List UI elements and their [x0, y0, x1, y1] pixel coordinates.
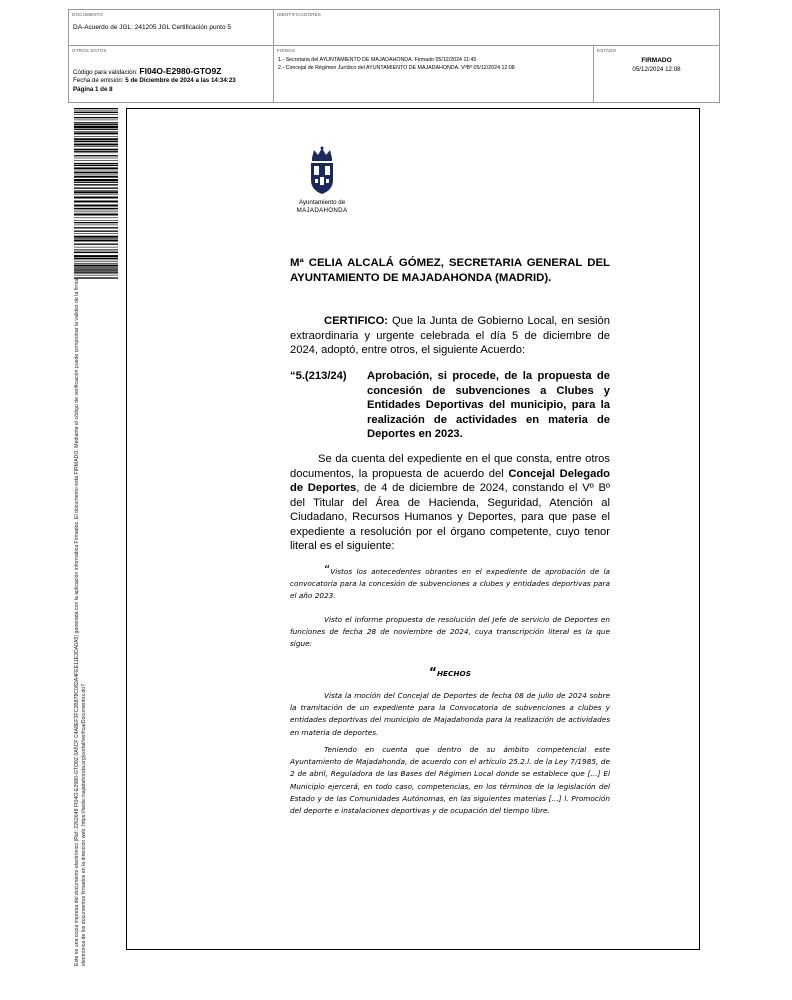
p1-part-c: , de 4 de diciembre de 2024, constando el Vº Bº del Titular del Área de Hacienda, Seguridad, Atención al Ciudadano, Recursos Humanos y Deportes, para que pase el expediente a resolución por el órgano competente, cuyo tenor literal es el siguiente:: [290, 482, 610, 552]
header-firmas-cell: [274, 46, 594, 102]
hechos-quote-mark: “: [429, 665, 437, 679]
header-documento-cell: [69, 10, 274, 46]
emision-value: 5 de Diciembre de 2024 a las 14:34:23: [125, 77, 236, 84]
estado-label: ESTADO: [597, 48, 617, 53]
validation-code: FI04O-E2980-GTO9Z: [139, 66, 222, 76]
document-title: Mª CELIA ALCALÁ GÓMEZ, SECRETARIA GENERAL DEL AYUNTAMIENTO DE MAJADAHONDA (MADRID).: [290, 257, 610, 284]
agenda-item-title: Aprobación, si procede, de la propuesta de concesión de subvenciones a Clubes y Entidades Deportivas del municipio, para la realización de actividades en materia de Deportes en 2023.: [367, 370, 610, 440]
header-otros-datos-cell: [69, 46, 274, 102]
estado-date: 05/12/2024 12:08: [632, 66, 681, 73]
quote-paragraph-1: [290, 564, 610, 603]
document-header: [68, 9, 720, 103]
firma-2: 2.- Concejal de Régimen Jurídico del AYUNTAMIENTO DE MAJADAHONDA. VºBº 05/12/2024 12:08: [278, 65, 515, 71]
otros-datos-label: OTROS DATOS: [72, 48, 107, 53]
header-identificadores-cell: [274, 10, 719, 46]
validation-line: [73, 66, 221, 76]
hechos-heading: [290, 666, 610, 680]
quote-paragraph-2: Visto el informe propuesta de resolución del Jefe de servicio de Deportes en funciones de fecha 28 de noviembre de 2024, cuya transcripción literal es la que sigue:: [290, 615, 610, 649]
certifico-paragraph: [290, 314, 610, 358]
quote-1-text: Vistos los antecedentes obrantes en el expediente de aprobación de la convocatoria para la concesión de subvenciones a clubes y entidades deportivas para el año 2023.: [290, 567, 610, 601]
certifico-label: CERTIFICO:: [324, 315, 389, 327]
logo-line-1: Ayuntamiento de: [298, 199, 346, 206]
crown-shield-icon: [302, 146, 342, 196]
quote-mark-1: “: [324, 563, 331, 577]
p1-concejal: Concejal Delegado de Deportes: [290, 467, 610, 494]
estado-value: FIRMADO: [641, 57, 672, 64]
certifico-text: Que la Junta de Gobierno Local, en sesión extraordinaria y urgente celebrada el día 5 de diciembre de 2024, adoptó, entre otros, el siguiente Acuerdo:: [290, 315, 610, 356]
emision-prefix: Fecha de emisión:: [73, 77, 124, 84]
quote-paragraph-4: Teniendo en cuenta que dentro de su ámbito competencial este Ayuntamiento de Majadahonda, de acuerdo con el artículo 25.2.l. de la Ley 7/1985, de 2 de abril, Reguladora de las Bases del Régimen Local donde se establece que […] El Municipio ejercerá, en todo caso, competencias, en los términos de la legislación del Estado y de las Comunidades Autónomas, en las siguientes materias […] l. Promoción del deporte e instalaciones deportivas y de ocupación del tiempo libre.: [290, 745, 610, 816]
firma-1: 1.- Secretaria del AYUNTAMIENTO DE MAJADAHONDA. Firmado 05/12/2024 11:45: [278, 57, 477, 63]
firmas-label: FIRMAS: [277, 48, 296, 53]
documento-label: DOCUMENTO: [72, 12, 104, 17]
hechos-text: HECHOS: [436, 669, 471, 678]
barcode-image: [74, 108, 118, 280]
identificadores-label: IDENTIFICADORES: [277, 12, 322, 17]
verification-margin-text: Este es una copia impresa del documento electrónico (Ref: 2262648 FI04O-E2980-GTO9Z 0A5CF C4A8EF3FC2B878C082A4FEE11E2DA0A5) generada con la aplicación informática Firmadoc. El documento está FIRMADO. Mediante el código de verificación puede comprobar la validez de la firma electrónica de los documentos firmados en la dirección web: https://sede.majadahonda.org/portal/verificarDocumentos.do?: [74, 278, 87, 966]
documento-value: [73, 23, 263, 32]
logo-line-2: MAJADAHONDA: [296, 207, 348, 214]
validation-prefix: Código para validación:: [73, 69, 138, 76]
agenda-item-number: “5.(213/24): [290, 370, 347, 382]
expediente-paragraph: [290, 452, 610, 554]
p1-part-a: Se da cuenta del expediente en el que consta, entre otros documentos, la propuesta de acuerdo del: [290, 453, 610, 480]
header-estado-cell: [594, 46, 719, 102]
emision-line: [73, 77, 236, 84]
page-count: Página 1 de 8: [73, 86, 113, 93]
documento-text: DA-Acuerdo de JGL: 241205 JGL Certificación punto 5: [73, 24, 232, 31]
quote-paragraph-3: Vista la moción del Concejal de Deportes de fecha 08 de julio de 2024 sobre la tramitación de un expediente para la Convocatoria de subvenciones a clubes y entidades deportivas del municipio de Majadahonda para la realización de actividades en materia de deportes.: [290, 691, 610, 737]
